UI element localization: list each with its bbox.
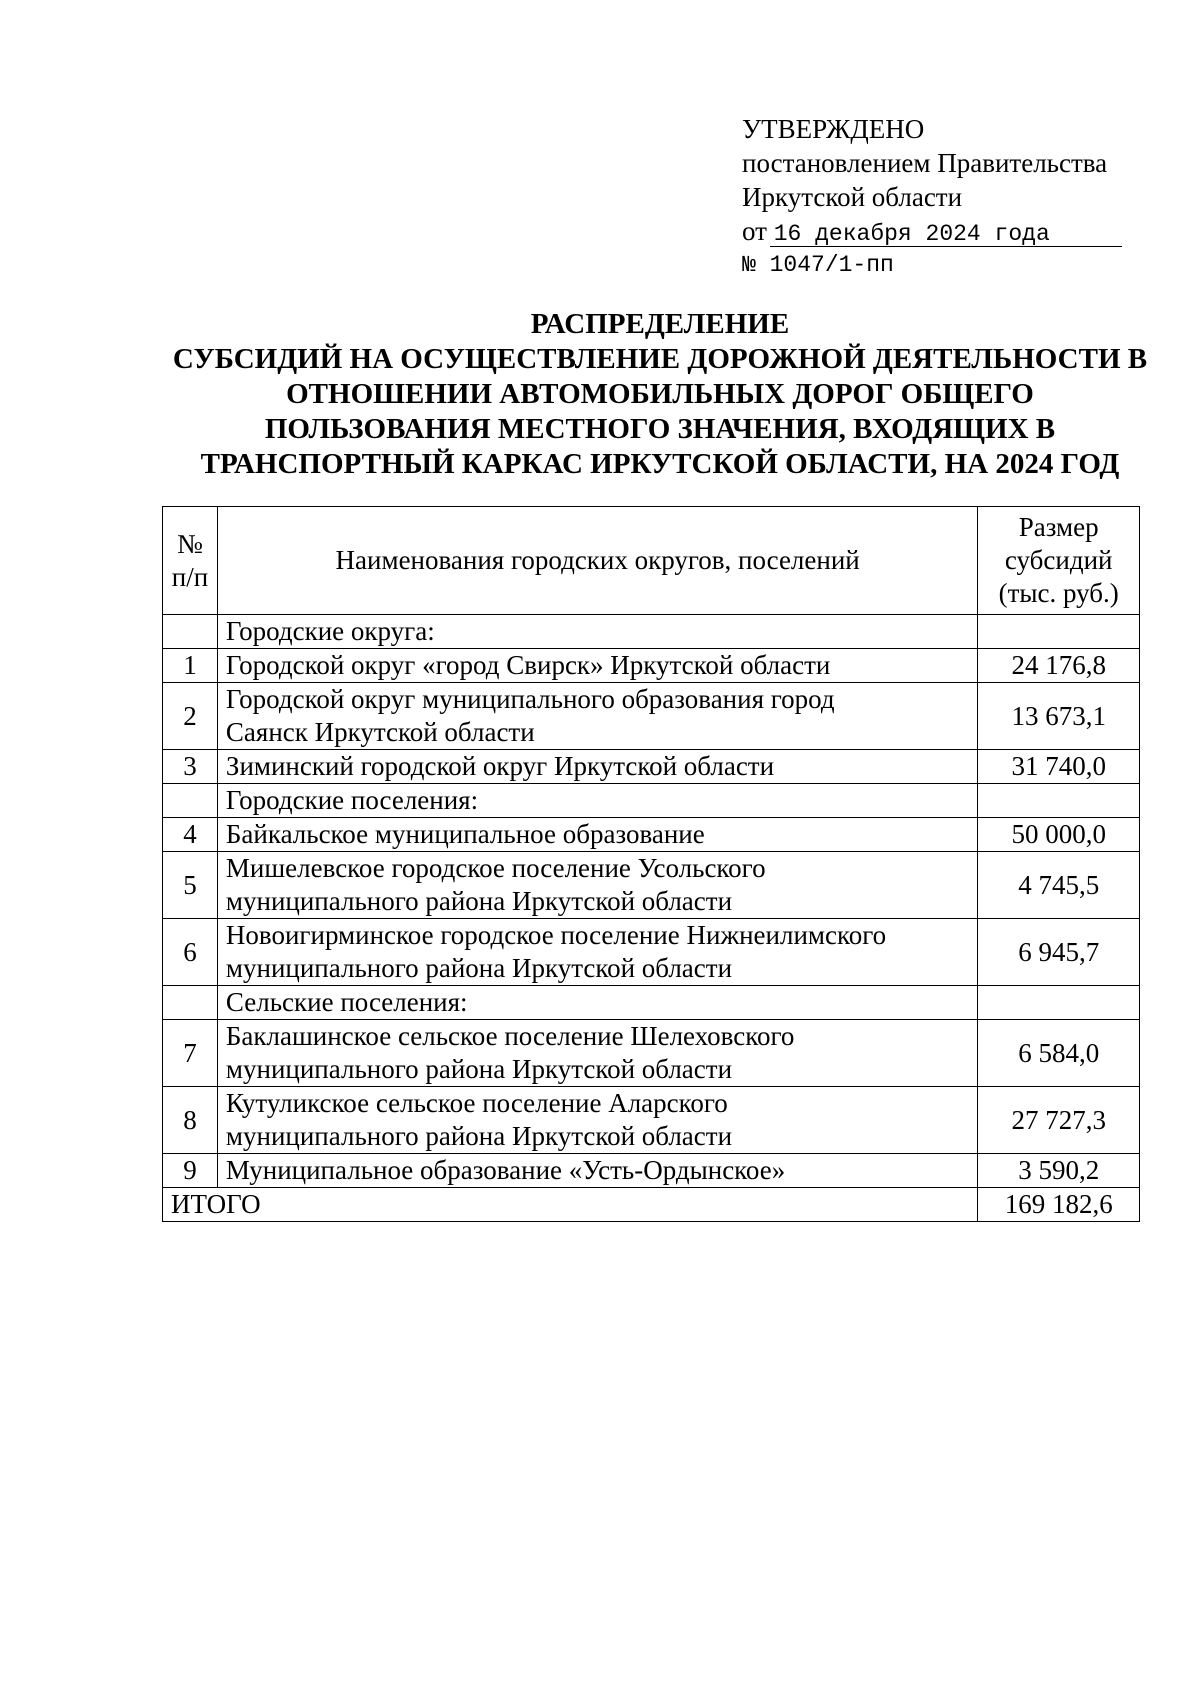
row-amount: 4 745,5: [978, 852, 1140, 919]
row-number: 3: [163, 750, 218, 784]
row-name: Байкальское муниципальное образование: [217, 818, 977, 852]
row-amount: 27 727,3: [978, 1087, 1140, 1154]
table-row: [163, 649, 1140, 683]
row-name: Кутуликское сельское поселение Аларского муниципального района Иркутской области: [217, 1087, 977, 1154]
row-name: Городской округ «город Свирск» Иркутской области: [217, 649, 977, 683]
section-row-rural-settlements: [163, 986, 1140, 1020]
header-amount: Размер субсидий (тыс. руб.): [978, 507, 1140, 615]
section-label: Городские поселения:: [217, 784, 977, 818]
header-number: № п/п: [163, 507, 218, 615]
approval-date-underline: [770, 246, 1122, 247]
row-amount: 13 673,1: [978, 683, 1140, 750]
header-name: Наименования городских округов, поселений: [217, 507, 977, 615]
table-row: [163, 919, 1140, 986]
subsidy-table: [162, 506, 1140, 1222]
section-label: Сельские поселения:: [217, 986, 977, 1020]
approval-line-1: постановлением Правительства: [742, 148, 1108, 178]
row-number: 2: [163, 683, 218, 750]
approval-date-line: [742, 214, 1132, 248]
approval-number: № 1047/1-пп: [742, 252, 894, 278]
row-amount: 6 945,7: [978, 919, 1140, 986]
title-line-2: СУБСИДИЙ НА ОСУЩЕСТВЛЕНИЕ ДОРОЖНОЙ ДЕЯТЕЛЬНОСТИ В: [172, 343, 1148, 375]
title-line-4: ПОЛЬЗОВАНИЯ МЕСТНОГО ЗНАЧЕНИЯ, ВХОДЯЩИХ В: [264, 413, 1056, 445]
row-name: Новоигирминское городское поселение Нижнеилимского муниципального района Иркутской области: [217, 919, 977, 986]
section-row-urban-districts: [163, 615, 1140, 649]
row-number: 1: [163, 649, 218, 683]
row-amount: 50 000,0: [978, 818, 1140, 852]
approval-line-2: Иркутской области: [742, 182, 963, 212]
row-number: 9: [163, 1154, 218, 1188]
table-row: [163, 1154, 1140, 1188]
row-name: Муниципальное образование «Усть-Ордынское»: [217, 1154, 977, 1188]
row-amount: 3 590,2: [978, 1154, 1140, 1188]
approval-date-value: 16 декабря 2024 года: [773, 221, 1050, 247]
row-name: Мишелевское городское поселение Усольского муниципального района Иркутской области: [217, 852, 977, 919]
row-number: 7: [163, 1020, 218, 1087]
table-row: [163, 1087, 1140, 1154]
section-label: Городские округа:: [217, 615, 977, 649]
total-amount: 169 182,6: [978, 1188, 1140, 1222]
document-title: [150, 307, 1170, 482]
row-number: 6: [163, 919, 218, 986]
approval-date-prefix: от: [742, 216, 767, 246]
title-line-5: ТРАНСПОРТНЫЙ КАРКАС ИРКУТСКОЙ ОБЛАСТИ, НА 2024 ГОД: [200, 448, 1120, 480]
row-amount: 6 584,0: [978, 1020, 1140, 1087]
approval-stamp: УТВЕРЖДЕНО: [742, 114, 925, 144]
row-number: 8: [163, 1087, 218, 1154]
table-row: [163, 1020, 1140, 1087]
row-amount: 24 176,8: [978, 649, 1140, 683]
title-line-3: ОТНОШЕНИИ АВТОМОБИЛЬНЫХ ДОРОГ ОБЩЕГО: [286, 378, 1034, 410]
row-name: Баклашинское сельское поселение Шелеховского муниципального района Иркутской области: [217, 1020, 977, 1087]
row-number: 4: [163, 818, 218, 852]
total-label: ИТОГО: [163, 1188, 978, 1222]
table-row: [163, 683, 1140, 750]
row-name: Городской округ муниципального образования город Саянск Иркутской области: [217, 683, 977, 750]
row-amount: 31 740,0: [978, 750, 1140, 784]
table-row: [163, 818, 1140, 852]
row-name: Зиминский городской округ Иркутской области: [217, 750, 977, 784]
table-row: [163, 852, 1140, 919]
row-number: 5: [163, 852, 218, 919]
approval-block: [742, 112, 1132, 282]
table-row: [163, 750, 1140, 784]
total-row: [163, 1188, 1140, 1222]
title-line-1: РАСПРЕДЕЛЕНИЕ: [530, 308, 790, 340]
section-row-urban-settlements: [163, 784, 1140, 818]
table-header-row: [163, 507, 1140, 615]
